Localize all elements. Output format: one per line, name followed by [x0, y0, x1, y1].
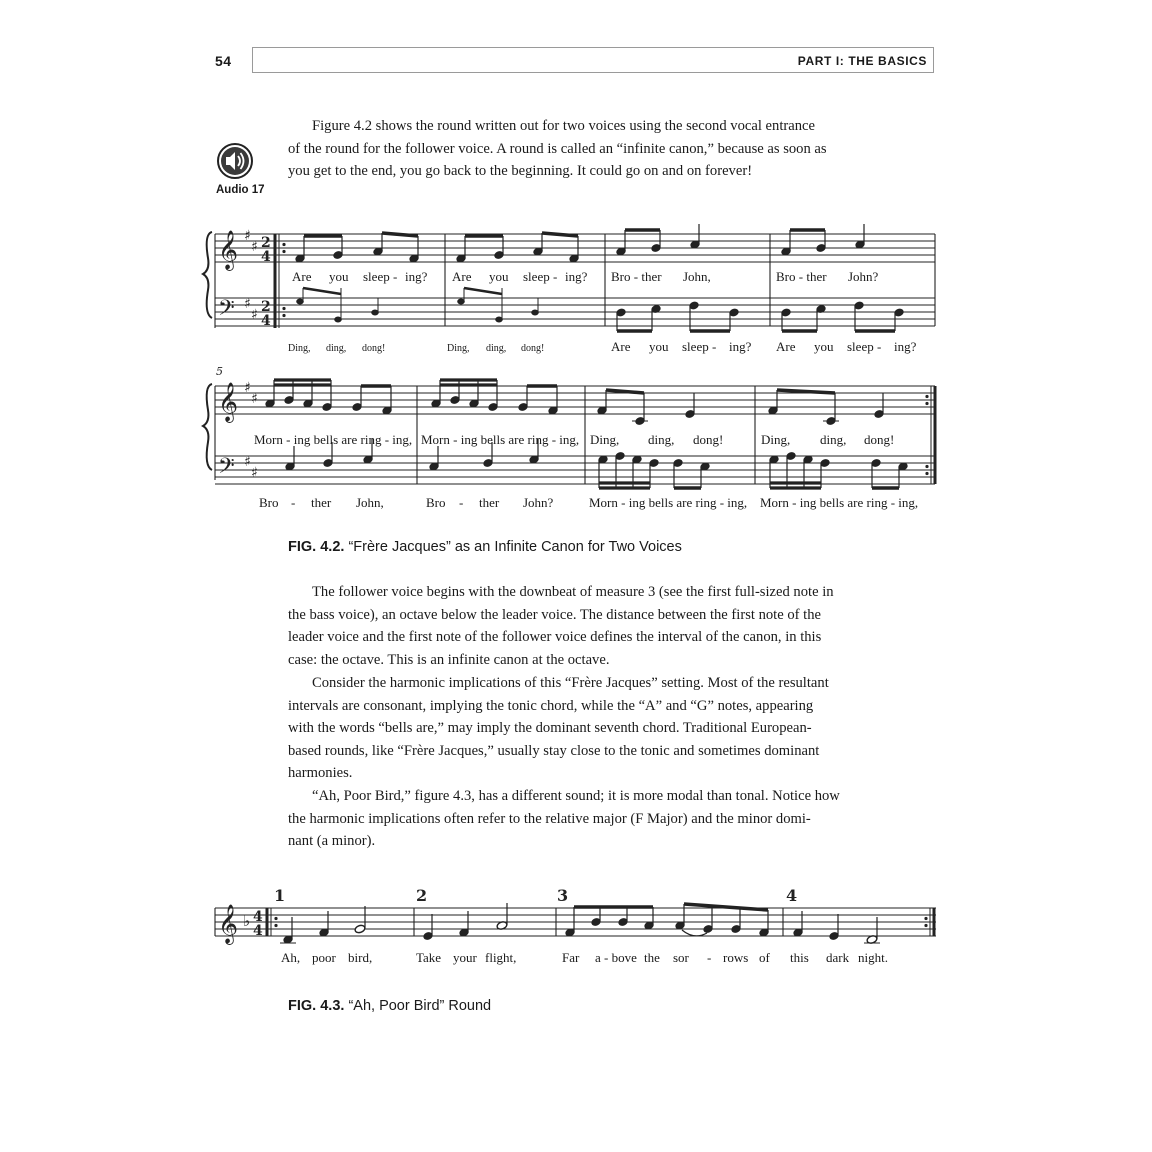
lyric: rows — [723, 950, 749, 965]
treble-lyrics-2 — [254, 432, 894, 447]
lyric: sor — [673, 950, 689, 965]
lyrics-4-3 — [281, 950, 888, 965]
sharp-icon: ♯ — [244, 228, 251, 244]
notes-m8 — [768, 390, 884, 425]
score-figure-4-2 — [200, 218, 945, 518]
lyric: John, — [356, 495, 384, 510]
lyric: Morn - ing bells are ring - ing, — [254, 432, 413, 447]
time-signature: 4 — [261, 249, 271, 265]
lyric: dong! — [693, 432, 724, 447]
lyric: ding, — [326, 343, 347, 354]
lyric: dong! — [521, 343, 545, 354]
lyric: Bro - ther — [611, 269, 662, 284]
text-line: Figure 4.2 shows the round written out for two voices using the second vocal entrance — [312, 118, 815, 134]
notes-m3 — [565, 904, 769, 937]
body-paragraph-2 — [288, 672, 866, 785]
sharp-icon: ♯ — [251, 465, 258, 481]
page-number: 54 — [215, 53, 232, 69]
time-signature: 2 — [261, 299, 271, 315]
body-paragraph-1 — [288, 581, 866, 671]
bass-notes-m3 — [616, 301, 739, 331]
time-signature: 4 — [261, 313, 271, 329]
lyric: Are — [292, 269, 312, 284]
entry-number: 1 — [274, 886, 286, 905]
sharp-icon: ♯ — [244, 296, 251, 312]
lyric: ing? — [729, 339, 752, 354]
text-line: intervals are consonant, implying the tonic chord, while the “A” and “G” notes, appearing — [288, 697, 814, 714]
lyric: ing? — [565, 269, 588, 284]
lyric: dong! — [362, 343, 386, 354]
caption-label: FIG. 4.2. — [288, 539, 345, 555]
time-signature: 4 — [253, 909, 263, 925]
system-2 — [203, 365, 935, 510]
text-line: nant (a minor). — [288, 833, 376, 850]
text-line: Consider the harmonic implications of this “Frère Jacques” setting. Most of the resultant — [312, 675, 829, 691]
lyric: John? — [523, 495, 554, 510]
caption-text: “Ah, Poor Bird” Round — [348, 998, 492, 1014]
lyric: this — [790, 950, 809, 965]
text-line: with the words “bells are,” may imply the dominant seventh chord. Traditional European- — [288, 720, 812, 737]
lyric: sleep - — [523, 269, 558, 284]
lyric: flight, — [485, 950, 517, 965]
lyric: - — [291, 495, 296, 510]
lyric: John, — [683, 269, 711, 284]
notes-m6 — [431, 380, 558, 415]
lyric: poor — [312, 950, 336, 965]
treble-staff-2 — [215, 386, 935, 414]
entry-number: 2 — [416, 886, 428, 905]
treble-clef-icon: 𝄞 — [218, 382, 239, 422]
running-head: PART I: THE BASICS — [797, 54, 927, 68]
lyric: sleep - — [363, 269, 398, 284]
intro-paragraph — [288, 115, 866, 183]
lyric: John? — [848, 269, 879, 284]
lyric: ing? — [405, 269, 428, 284]
speaker-icon[interactable] — [216, 142, 254, 184]
treble-clef-icon: 𝄞 — [218, 904, 239, 944]
text-line: the harmonic implications often refer to the relative major (F Major) and the minor domi- — [288, 810, 811, 827]
bass-notes-m4 — [781, 301, 904, 331]
sharp-icon: ♯ — [244, 454, 251, 470]
lyric: Ding, — [590, 432, 620, 447]
notes-m5 — [265, 380, 392, 415]
score-figure-4-3 — [200, 880, 945, 975]
lyric: of — [759, 950, 770, 965]
text-line: “Ah, Poor Bird,” figure 4.3, has a different sound; it is more modal than tonal. Notice how — [312, 788, 840, 804]
lyric: - — [707, 950, 712, 965]
lyric: ing? — [894, 339, 917, 354]
lyric: you — [649, 339, 669, 354]
figure-caption — [288, 539, 682, 555]
text-line: you get to the end, you go back to the beginning. It could go on and on forever! — [288, 163, 753, 180]
measure-number: 5 — [216, 365, 223, 378]
lyric: Morn - ing bells are ring - ing, — [589, 495, 748, 510]
lyric: ther — [479, 495, 500, 510]
audio-label: Audio 17 — [216, 184, 265, 196]
lyric: ding, — [820, 432, 847, 447]
lyric: Are — [611, 339, 631, 354]
figure-caption — [288, 998, 491, 1014]
system-1 — [203, 224, 935, 354]
lyric: you — [329, 269, 349, 284]
lyric: you — [814, 339, 834, 354]
caption-label: FIG. 4.3. — [288, 998, 345, 1014]
lyric: ding, — [648, 432, 675, 447]
flat-icon: ♭ — [243, 912, 251, 930]
lyric: you — [489, 269, 509, 284]
text-line: the bass voice), an octave below the leader voice. The distance between the first note of the — [288, 606, 821, 623]
text-line: harmonies. — [288, 765, 353, 782]
notes-m4 — [781, 224, 865, 256]
lyric: Are — [452, 269, 472, 284]
lyric: Take — [416, 950, 442, 965]
lyric: Far — [562, 950, 580, 965]
lyric: your — [453, 950, 477, 965]
sharp-icon: ♯ — [251, 239, 258, 255]
bass-lyrics-1 — [288, 339, 917, 354]
lyric: - — [459, 495, 464, 510]
time-signature: 4 — [253, 923, 263, 939]
notes-m7 — [597, 390, 695, 425]
bass-staff-1 — [215, 298, 935, 326]
sharp-icon: ♯ — [244, 380, 251, 396]
entry-number: 4 — [786, 886, 798, 905]
lyric: sleep - — [682, 339, 717, 354]
lyric: night. — [858, 950, 888, 965]
treble-clef-icon: 𝄞 — [218, 230, 239, 270]
treble-lyrics-1 — [292, 269, 879, 284]
brace — [203, 232, 212, 318]
lyric: Ah, — [281, 950, 301, 965]
lyric: Bro — [259, 495, 279, 510]
lyric: Ding, — [447, 343, 470, 354]
lyric: ding, — [486, 343, 507, 354]
bass-lyrics-2 — [259, 495, 918, 510]
text-line: case: the octave. This is an infinite canon at the octave. — [288, 651, 610, 668]
lyric: ther — [311, 495, 332, 510]
lyric: Are — [776, 339, 796, 354]
lyric: the — [644, 950, 660, 965]
lyric: a - bove — [595, 950, 637, 965]
lyric: Morn - ing bells are ring - ing, — [760, 495, 919, 510]
lyric: Bro — [426, 495, 446, 510]
lyric: Morn - ing bells are ring - ing, — [421, 432, 580, 447]
lyric: dong! — [864, 432, 895, 447]
time-signature: 2 — [261, 235, 271, 251]
bass-clef-icon: 𝄢 — [218, 454, 235, 484]
text-line: of the round for the follower voice. A round is called an “infinite canon,” because as soon as — [288, 140, 827, 157]
sharp-icon: ♯ — [251, 307, 258, 323]
sharp-icon: ♯ — [251, 391, 258, 407]
text-line: based rounds, like “Frère Jacques,” usually stay close to the tonic and sometimes dominant — [288, 742, 820, 759]
text-line: leader voice and the first note of the follower voice defines the interval of the canon, in this — [288, 629, 822, 646]
body-paragraph-3 — [288, 785, 866, 853]
lyric: dark — [826, 950, 850, 965]
lyric: Bro - ther — [776, 269, 827, 284]
bass-clef-icon: 𝄢 — [218, 296, 235, 326]
lyric: sleep - — [847, 339, 882, 354]
caption-text: “Frère Jacques” as an Infinite Canon for Two Voices — [348, 539, 682, 555]
brace — [203, 384, 212, 470]
lyric: Ding, — [761, 432, 791, 447]
notes-m4 — [793, 911, 880, 944]
notes-m3 — [616, 224, 700, 256]
running-head-box — [252, 47, 934, 73]
entry-number: 3 — [557, 886, 569, 905]
text-line: The follower voice begins with the downbeat of measure 3 (see the first full-sized note in — [312, 584, 834, 600]
lyric: bird, — [348, 950, 373, 965]
notes-m1 — [280, 906, 366, 944]
lyric: Ding, — [288, 343, 311, 354]
